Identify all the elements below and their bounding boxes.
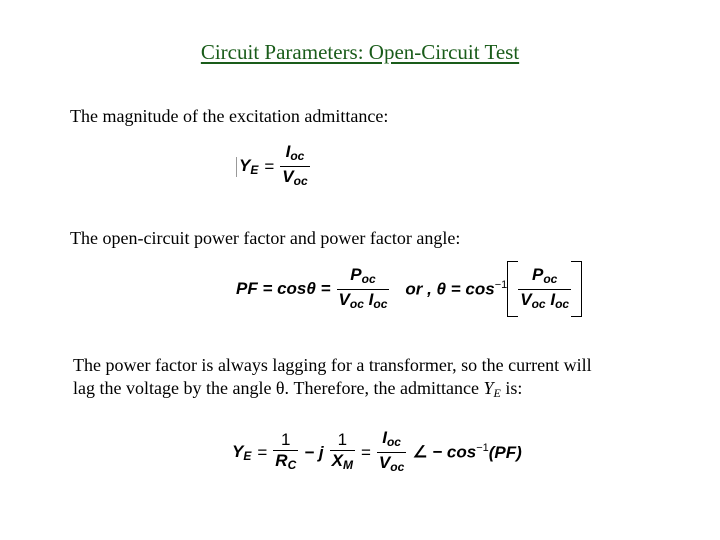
eq2-lhs: PF = cosθ =	[236, 279, 331, 298]
lagging-explanation-line1: The power factor is always lagging for a transformer, so the current will	[73, 355, 592, 375]
slide-title: Circuit Parameters: Open-Circuit Test	[200, 40, 520, 64]
eq2-angle: or , $\theta = \cos^{-1}$	[405, 278, 508, 299]
power-factor-text: The open-circuit power factor and power factor angle:	[70, 228, 461, 248]
eq2-bracket-fraction: $\frac{P_{oc}}{V_{oc} I_{oc}}$	[518, 265, 571, 314]
excitation-admittance-equation	[236, 142, 310, 191]
eq2-fraction: $\frac{P_{oc}}{V_{oc} I_{oc}}$	[337, 265, 390, 314]
lagging-explanation-line2: lag the voltage by the angle θ. Therefore, the admittance $Y_E$ is:	[73, 378, 523, 400]
eq1-lhs: $Y_E$	[239, 156, 259, 177]
left-bracket	[507, 261, 518, 317]
eq3-pf: (PF)	[488, 442, 522, 462]
right-bracket	[571, 261, 582, 317]
eq1-fraction: $\frac{I_{oc}}{V_{oc}}$	[280, 142, 309, 191]
excitation-admittance-text: The magnitude of the excitation admittance:	[70, 106, 389, 126]
eq3-lhs: $Y_E$	[232, 442, 252, 463]
eq3-rc-fraction: $\frac{1}{R_C}$	[273, 430, 298, 475]
eq3-minus-j: − j	[304, 442, 324, 462]
cursor-bar	[236, 157, 237, 177]
eq3-ioc-fraction: $\frac{I_{oc}}{V_{oc}}$	[377, 428, 406, 477]
eq3-xm-fraction: $\frac{1}{X_M}$	[330, 430, 355, 475]
eq1-equals: =	[264, 156, 275, 176]
admittance-equation: $Y_E$ = $\frac{1}{R_C}$ − j $\frac{1}{X_M}$ = $\frac{I_{oc}}{V_{oc}}$ ∠ − $\cos^{-1}$ (PF)	[232, 428, 522, 477]
power-factor-equation	[236, 261, 582, 317]
eq3-angle: ∠ − $\cos^{-1}$	[412, 442, 489, 462]
